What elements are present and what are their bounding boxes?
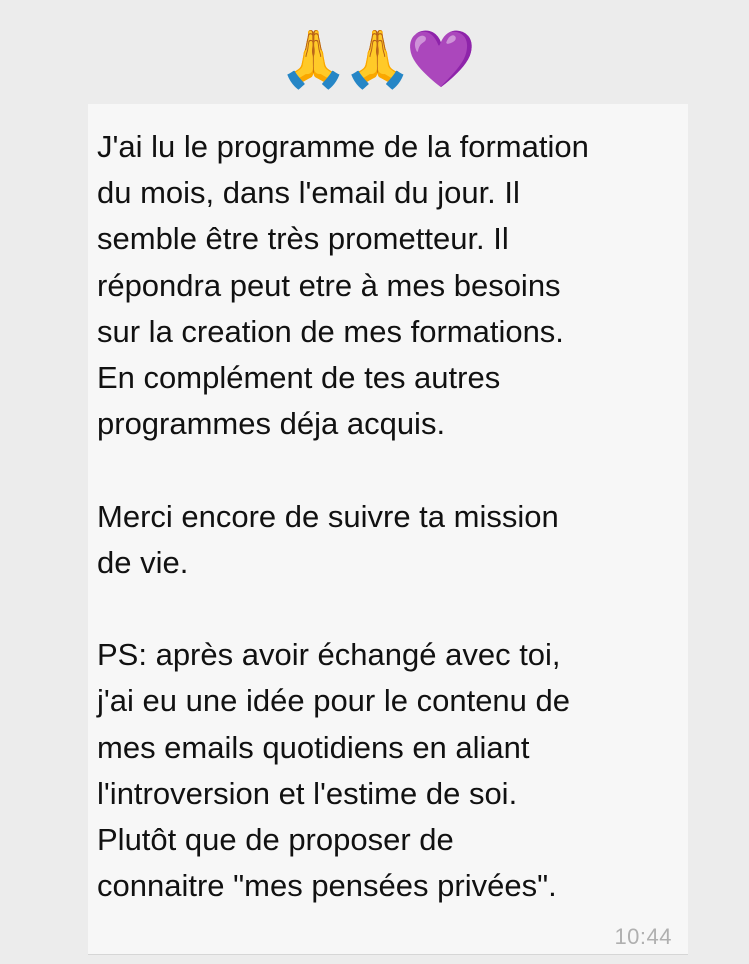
message-text: J'ai lu le programme de la formation du mois, dans l'email du jour. Il semble être très prometteur. Il répondra peut etre à mes besoins sur la creation de mes formations. En complément de tes autres programmes déja acquis. Merci encore de suivre ta mission de vie. PS: après avoir échangé avec toi, j'ai eu une idée pour le contenu de mes emails quotidiens en aliant l'introversion et l'estime de soi. Plutôt que de proposer de connaitre "mes pensées privées". (97, 129, 589, 904)
emoji-reactions: 🙏🙏💜 (278, 27, 471, 92)
message-bubble[interactable] (88, 104, 688, 955)
message-timestamp: 10:44 (614, 924, 672, 949)
